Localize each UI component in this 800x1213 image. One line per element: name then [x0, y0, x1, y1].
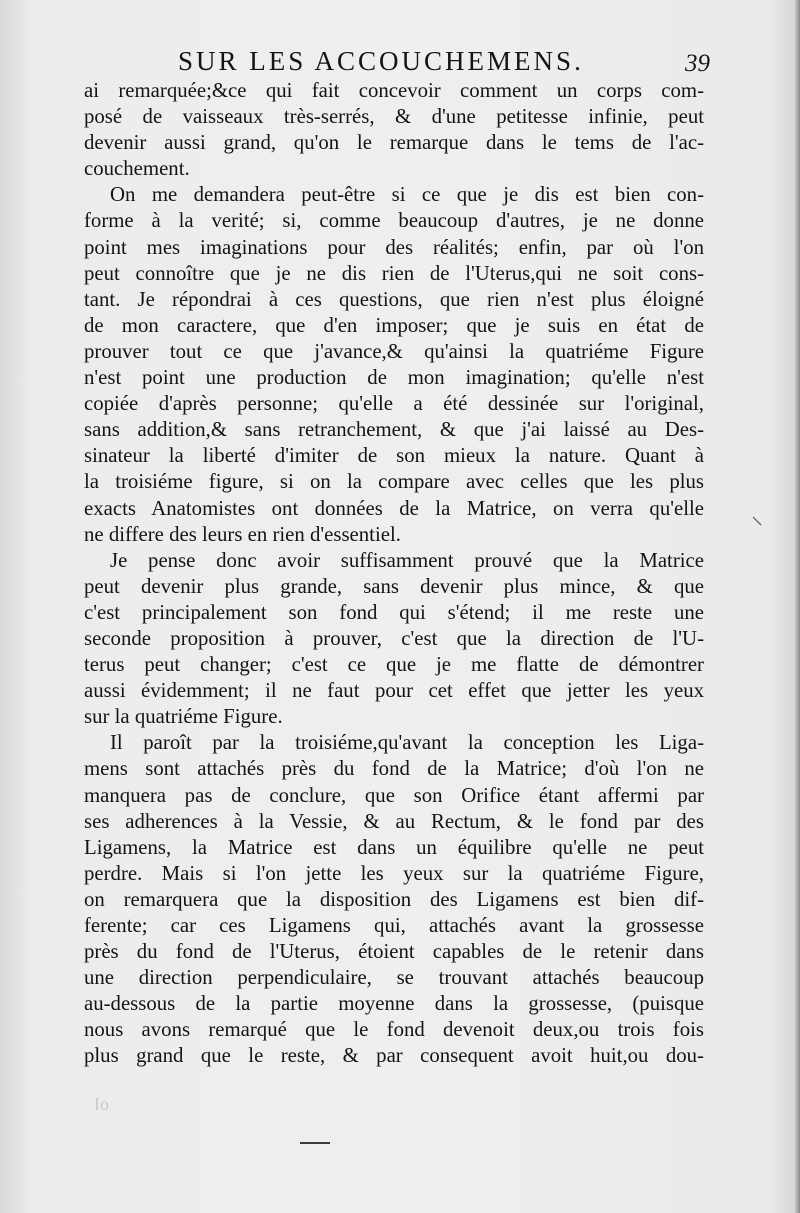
text-line: tant. Je répondrai à ces questions, que rien n'est plus éloigné [84, 287, 704, 311]
page-number: 39 [685, 50, 710, 77]
text-line: aussi évidemment; il ne faut pour cet effet que jetter les yeux [84, 679, 704, 703]
text-line: peut connoître que je ne dis rien de l'Uterus,qui ne soit cons- [84, 261, 704, 285]
text-line: seconde proposition à prouver, c'est que la direction de l'U- [84, 626, 704, 650]
text-line: copiée d'après personne; qu'elle a été dessinée sur l'original, [84, 392, 704, 416]
margin-mark-icon [752, 516, 762, 526]
text-line: sinateur la liberté d'imiter de son mieux la nature. Quant à [84, 444, 704, 468]
text-line: couchement. [84, 157, 190, 181]
body-text [84, 78, 704, 1070]
text-line: peut devenir plus grande, sans devenir plus mince, & que [84, 574, 704, 598]
text-line: nous avons remarqué que le fond devenoit deux,ou trois fois [84, 1018, 704, 1042]
text-line: ai remarquée;&ce qui fait concevoir comment un corps com- [84, 79, 704, 102]
text-line: Je pense donc avoir suffisamment prouvé que la Matrice [110, 548, 704, 572]
text-line: une direction perpendiculaire, se trouvant attachés beaucoup [84, 966, 704, 990]
text-line: On me demandera peut-être si ce que je dis est bien con- [110, 183, 704, 207]
signature-mark: Io [94, 1094, 109, 1114]
text-line: devenir aussi grand, qu'on le remarque dans le tems de l'ac- [84, 131, 704, 155]
text-line: de mon caractere, que d'en imposer; que je suis en état de [84, 313, 704, 337]
text-line: exacts Anatomistes ont données de la Matrice, on verra qu'elle [84, 496, 704, 520]
text-line: terus peut changer; c'est ce que je me flatte de démontrer [84, 653, 704, 677]
text-line: près du fond de l'Uterus, étoient capables de le retenir dans [84, 940, 704, 964]
text-line: ferente; car ces Ligamens qui, attachés avant la grossesse [84, 914, 704, 937]
text-line: perdre. Mais si l'on jette les yeux sur la quatriéme Figure, [84, 861, 704, 885]
bottom-dash [300, 1142, 330, 1144]
text-line: la troisiéme figure, si on la compare avec celles que les plus [84, 470, 704, 494]
text-line: on remarquera que la disposition des Ligamens est bien dif- [84, 887, 704, 911]
text-line: point mes imaginations pour des réalités; enfin, par où l'on [84, 235, 704, 259]
text-line: ses adherences à la Vessie, & au Rectum, & le fond par des [84, 809, 704, 833]
text-line: mens sont attachés près du fond de la Matrice; d'où l'on ne [84, 757, 704, 781]
text-line: posé de vaisseaux très-serrés, & d'une petitesse infinie, peut [84, 105, 704, 129]
running-title: SUR LES ACCOUCHEMENS. [178, 46, 584, 76]
text-line: c'est principalement son fond qui s'étend; il me reste une [84, 600, 704, 624]
text-line: sans addition,& sans retranchement, & que j'ai laissé au Des- [84, 418, 704, 442]
text-line: ne differe des leurs en rien d'essentiel. [84, 522, 401, 546]
text-line: Il paroît par la troisiéme,qu'avant la conception les Liga- [110, 731, 704, 755]
text-line: Ligamens, la Matrice est dans un équilibre qu'elle ne peut [84, 835, 704, 859]
text-line: plus grand que le reste, & par consequent avoit huit,ou dou- [84, 1044, 704, 1068]
text-line: forme à la verité; si, comme beaucoup d'autres, je ne donne [84, 209, 704, 233]
text-line: au-dessous de la partie moyenne dans la grossesse, (puisque [84, 992, 704, 1016]
text-line: manquera pas de conclure, que son Orifice étant affermi par [84, 783, 704, 807]
text-line: sur la quatriéme Figure. [84, 705, 283, 729]
text-line: n'est point une production de mon imagination; qu'elle n'est [84, 366, 704, 390]
binding-shadow [794, 0, 800, 1213]
text-line: prouver tout ce que j'avance,& qu'ainsi la quatriéme Figure [84, 339, 704, 363]
